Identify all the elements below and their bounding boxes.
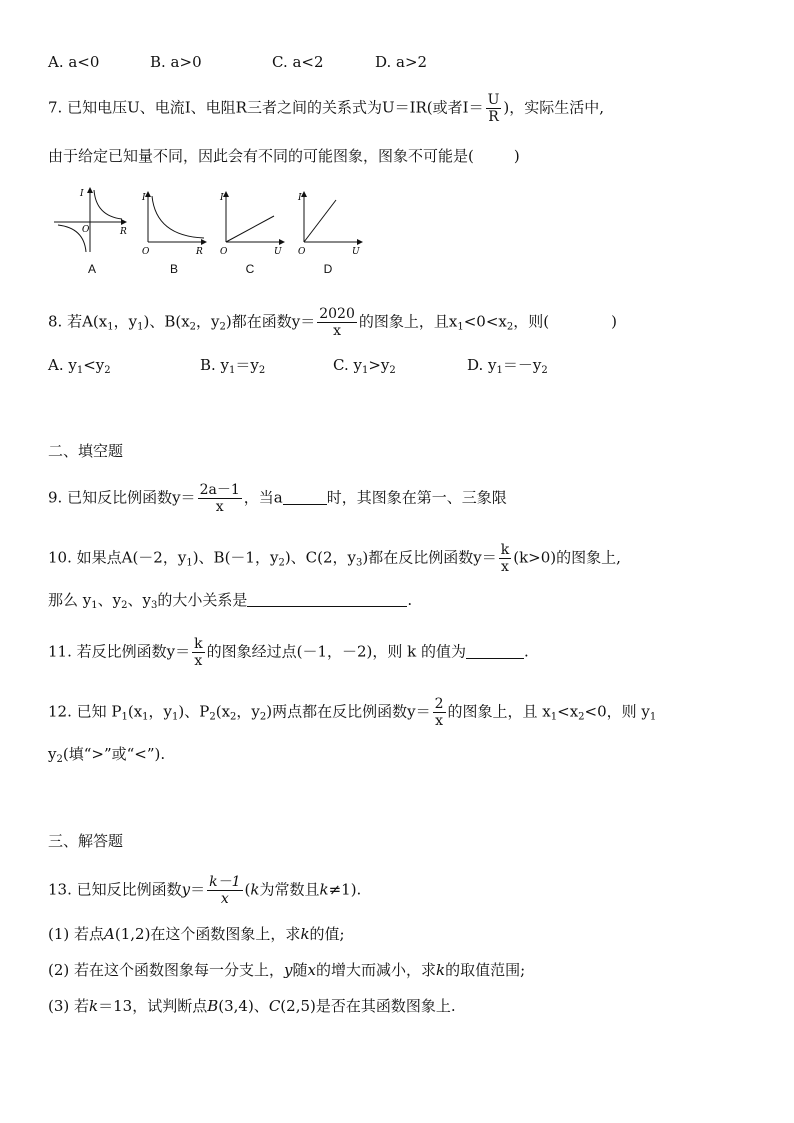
graph-a-x-axis: R: [120, 227, 127, 237]
q6-option-c-wrap: [272, 52, 324, 72]
q13-fraction: [207, 874, 242, 907]
q13-sub3-mid: ＝13，试判断点: [98, 997, 208, 1015]
q13-frac-den: x: [220, 891, 229, 908]
q12-text-9: <x: [557, 702, 579, 721]
q8-text-6: 的图象上，且x: [358, 312, 458, 331]
q6-options: [48, 52, 99, 72]
graph-c-origin: O: [220, 247, 228, 256]
q13-sub1-end: 的值;: [309, 925, 345, 943]
q10-sub-2: 2: [278, 557, 285, 569]
q12-text-6: ，y: [236, 702, 260, 721]
q8-line1: [48, 306, 617, 339]
graph-c-y-axis: I: [220, 193, 224, 203]
q9-text-pre: 9. 已知反比例函数y＝: [48, 488, 196, 507]
q12-frac-num: 2: [434, 696, 444, 712]
q9-frac-den: x: [215, 499, 224, 516]
graph-c: [218, 190, 290, 256]
q12-sub-1: 1: [121, 711, 128, 723]
q7-frac-num: U: [487, 92, 500, 108]
q7-line2: [48, 146, 520, 166]
q8-opt-b-mid: ＝y: [235, 356, 259, 374]
graph-b-svg: [140, 190, 212, 256]
q12-sub-7: 1: [550, 711, 558, 723]
graph-a-y-axis: I: [80, 189, 84, 199]
graph-b-label: B: [169, 262, 178, 276]
q12-line2: [48, 744, 165, 770]
q13-sub1: [48, 924, 345, 944]
q8-opt-d-s1: 1: [496, 365, 503, 376]
q13-k2: k: [319, 880, 329, 899]
q10-frac-num: k: [500, 542, 510, 558]
graph-d-svg: [296, 190, 368, 256]
q12-text-10: <0，则 y: [584, 702, 650, 721]
q12-sub-6: 2: [259, 711, 267, 723]
q13-sub3-B: B: [207, 997, 219, 1015]
q10-text-3: )、C(2，y: [284, 548, 357, 567]
q12-sub-8: 2: [578, 711, 585, 723]
graph-b: [140, 190, 212, 256]
q8-option-b: [200, 355, 265, 381]
q13-sub3-k: k: [89, 997, 99, 1015]
q13-post-c: ≠1).: [328, 880, 362, 899]
q10-sub-1: 1: [186, 557, 193, 569]
graph-b-origin: O: [142, 247, 150, 256]
q8-frac-den: x: [333, 323, 341, 340]
q8-frac-num: 2020: [319, 306, 355, 322]
q10-text-4: )都在反比例函数y＝: [362, 548, 497, 567]
graph-c-x-axis: U: [274, 247, 282, 256]
q11-fraction: [192, 636, 204, 669]
q7-fraction: [486, 92, 502, 125]
q12-text-5: (x: [215, 702, 231, 721]
q13-sub2-x: x: [307, 961, 316, 979]
q8-text-7: <0<x: [463, 312, 507, 331]
q13-sub1-k: k: [300, 925, 310, 943]
q11-text-post: 的图象经过点(－1，－2)，则 k 的值为: [206, 642, 467, 661]
q10-text-2: )、B(－1，y: [192, 548, 279, 567]
q6-option-d: D. a>2: [375, 53, 428, 71]
q12-text-8: 的图象上，且 x: [447, 702, 551, 721]
q7-frac-den: R: [488, 109, 499, 126]
q11-answer-blank[interactable]: [466, 644, 524, 659]
q10-l2-text-4: 的大小关系是: [157, 591, 248, 609]
q10-l2-sub-2: 2: [121, 600, 128, 611]
q12-line1: [48, 696, 656, 729]
q8-text-4: ，y: [196, 312, 220, 331]
graph-d-origin: O: [298, 247, 306, 256]
q7-line2-end: ): [513, 147, 520, 165]
q8-opt-c-s1: 1: [361, 365, 369, 376]
q8-option-c: [333, 355, 396, 381]
q11-frac-num: k: [194, 636, 203, 652]
q9-line: [48, 482, 507, 515]
graph-b-x-axis: R: [196, 247, 203, 256]
q13-k: k: [250, 880, 260, 899]
q8-opt-d-s2: 2: [541, 365, 548, 376]
q6-option-a: A. a<0: [48, 53, 100, 71]
q13-sub3-pre: (3) 若: [48, 997, 90, 1015]
q8-opt-a-pre: A. y: [48, 356, 77, 374]
graph-d-y-axis: I: [298, 193, 302, 203]
q9-text-post: 时，其图象在第一、三象限: [326, 488, 507, 507]
q9-frac-num: 2a－1: [199, 482, 240, 498]
q13-sub1-mid: (1,2)在这个函数图象上，求: [114, 925, 301, 943]
q12-frac-den: x: [435, 713, 444, 730]
q12-sub-4: 2: [209, 711, 216, 723]
q8-text-end: ): [611, 312, 617, 331]
graph-d-x-axis: U: [352, 247, 360, 256]
q9-text-mid: ，当a: [243, 488, 283, 507]
q13-post-b: 为常数且: [259, 880, 320, 899]
q10-line1: [48, 542, 621, 575]
q8-text-8: ，则(: [513, 312, 550, 331]
q8-opt-b-s2: 2: [258, 365, 266, 376]
graph-d-label: D: [323, 262, 333, 276]
q13-sub2: [48, 960, 525, 980]
q13-sub3-C: C: [268, 997, 281, 1015]
q8-opt-c-mid: >y: [368, 356, 390, 374]
graph-c-svg: [218, 190, 290, 256]
q13-sub3-mid2: (3,4)、: [218, 997, 269, 1015]
q10-fraction: [499, 542, 511, 575]
q12-sub-3: 1: [172, 711, 179, 723]
q7-text-post: )，实际生活中,: [503, 98, 605, 117]
q8-text-2: ，y: [113, 312, 138, 331]
q12-text-2: (x: [127, 702, 143, 721]
q10-l2-text-1: 那么 y: [48, 591, 92, 609]
q10-l2-end: .: [407, 591, 413, 609]
q12-sub-5: 2: [230, 711, 237, 723]
q6-option-b: B. a>0: [150, 53, 202, 71]
q10-frac-den: x: [501, 559, 509, 576]
q10-sub-3: 3: [356, 557, 363, 569]
q11-line: [48, 636, 529, 669]
q6-option-d-wrap: [375, 52, 427, 72]
q8-sub-2: 1: [137, 321, 144, 333]
q8-sub-3: 2: [189, 321, 197, 333]
section2-title: 二、填空题: [48, 442, 124, 460]
graph-a-label: A: [87, 262, 96, 276]
q13-y: y: [181, 880, 191, 899]
q11-text-end: .: [524, 642, 529, 661]
q9-fraction: [198, 482, 242, 515]
q8-sub-1: 1: [107, 321, 114, 333]
q13-post-a: (: [244, 880, 251, 899]
q8-opt-a-mid: <y: [83, 356, 105, 374]
q10-l2-sub-1: 1: [91, 600, 98, 611]
section3-title: 三、解答题: [48, 832, 124, 850]
q12-sub-9: 1: [649, 711, 657, 723]
q10-text-post: (k>0)的图象上,: [513, 548, 621, 567]
q13-sub2-pre: (2) 若在这个函数图象每一分支上，: [48, 961, 285, 979]
q10-text-1: 10. 如果点A(－2，y: [48, 548, 187, 567]
q13-frac-num: k－1: [209, 874, 241, 890]
q10-l2-sub-3: 3: [150, 600, 158, 611]
q12-text-4: )、P: [178, 702, 210, 721]
q7-text-pre: 7. 已知电压U、电流I、电阻R三者之间的关系式为U＝IR(或者I＝: [48, 98, 484, 117]
q13-sub3-end: (2,5)是否在其函数图象上.: [280, 997, 456, 1015]
q12-l2-text-1: y: [48, 745, 57, 763]
q13-sub3: [48, 996, 456, 1016]
q12-text-1: 12. 已知 P: [48, 702, 122, 721]
q6-option-c: C. a<2: [272, 53, 324, 71]
q13-sub2-end: 的取值范围;: [445, 961, 526, 979]
q13-sub1-pre: (1) 若点: [48, 925, 105, 943]
graph-b-y-axis: I: [142, 193, 146, 203]
graph-a-origin: O: [82, 225, 90, 235]
q8-fraction: [317, 306, 357, 339]
q13-line: [48, 874, 361, 907]
graph-c-label: C: [245, 262, 255, 276]
graph-a-svg: [52, 186, 132, 256]
q8-opt-b-pre: B. y: [200, 356, 230, 374]
q13-text-pre: 13. 已知反比例函数: [48, 880, 182, 899]
q12-sub-2: 1: [142, 711, 149, 723]
q12-l2-text-2: (填“>”或“<”).: [62, 745, 166, 763]
q7-line2-text: 由于给定已知量不同，因此会有不同的可能图象，图象不可能是(: [48, 147, 474, 165]
q8-opt-b-s1: 1: [229, 365, 236, 376]
q12-text-7: )两点都在反比例函数y＝: [266, 702, 431, 721]
q8-sub-5: 1: [457, 321, 464, 333]
q13-sub2-mid2: 的增大而减小，求: [316, 961, 437, 979]
q10-line2: [48, 590, 412, 616]
q8-text-3: )、B(x: [143, 312, 190, 331]
q13-sub2-y: y: [284, 961, 293, 979]
q8-opt-c-s2: 2: [389, 365, 396, 376]
q8-option-a: [48, 355, 111, 381]
q12-l2-sub: 2: [56, 754, 63, 765]
q8-opt-c-pre: C. y: [333, 356, 362, 374]
q8-opt-d-mid: ＝－y: [502, 356, 542, 374]
q12-fraction: [433, 696, 446, 729]
q11-frac-den: x: [194, 653, 203, 670]
q13-sub1-A: A: [104, 925, 115, 943]
q10-answer-blank[interactable]: [247, 592, 407, 607]
q8-text-5: )都在函数y＝: [225, 312, 316, 331]
q8-opt-a-s2: 2: [104, 365, 111, 376]
q10-l2-text-3: 、y: [127, 591, 151, 609]
q13-eq: ＝: [190, 880, 206, 899]
q8-text-1: 8. 若A(x: [48, 312, 108, 331]
q6-option-b-wrap: [150, 52, 202, 72]
q7-line1: [48, 92, 604, 125]
q12-text-3: ，y: [148, 702, 173, 721]
graph-a: [52, 186, 132, 256]
q8-sub-4: 2: [219, 321, 226, 333]
q13-sub2-k: k: [436, 961, 446, 979]
q10-l2-text-2: 、y: [97, 591, 122, 609]
q8-opt-d-pre: D. y: [467, 356, 497, 374]
q13-sub2-mid: 随: [292, 961, 308, 979]
q8-sub-6: 2: [506, 321, 514, 333]
q11-text-pre: 11. 若反比例函数y＝: [48, 642, 191, 661]
q8-opt-a-s1: 1: [76, 365, 84, 376]
q9-answer-blank[interactable]: [283, 490, 327, 505]
q8-option-d: [467, 355, 548, 381]
graph-d: [296, 190, 368, 256]
